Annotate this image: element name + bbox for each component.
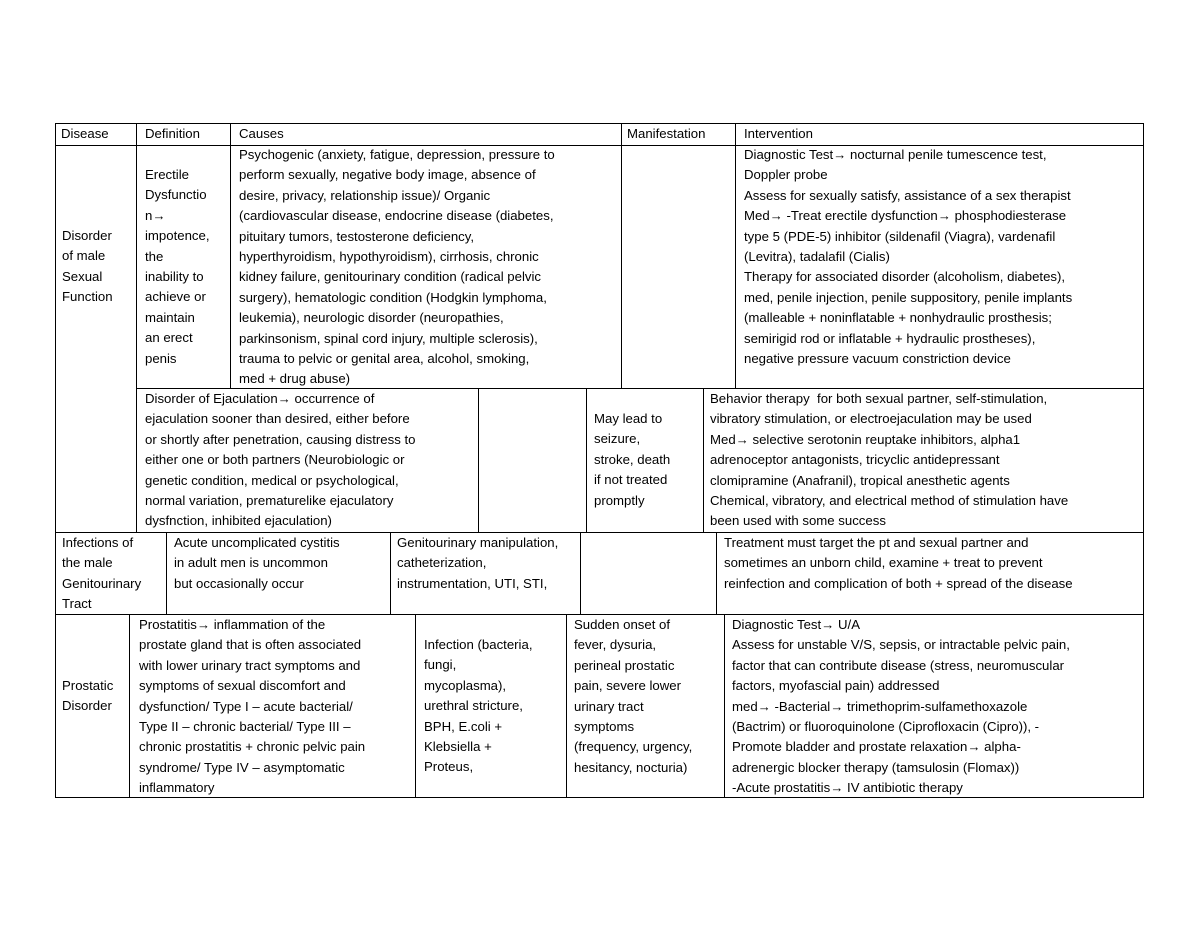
col-divider (580, 532, 581, 614)
col-divider (586, 388, 587, 532)
header-intervention: Intervention (744, 126, 813, 141)
infections-causes: Genitourinary manipulation, catheterization, instrumentation, UTI, STI, (397, 535, 559, 591)
disease-infections: Infections of the male Genitourinary Tract (62, 535, 142, 612)
ed-intervention: Diagnostic Test→ nocturnal penile tumescence test, Doppler probe Assess for sexually satisfy, assistance of a sex therapist Med→ -Treat erectile dysfunction→ phosphodiesterase type 5 (PDE-5) inhibitor (sildenafil (Viagra), vardenafil (Levitra), tadalafil (Cialis) Therapy for associated disorder (alcoholism, diabetes), med, penile injection, penile suppository, penile implants (malleable + noninflatable + nonhydraulic prosthesis; semirigid rod or inflatable + hydraulic prostheses), negative pressure vacuum constriction device (744, 147, 1073, 367)
col-divider (230, 123, 231, 388)
ejaculation-manifestation: May lead to seizure, stroke, death if not treated promptly (594, 411, 671, 508)
col-divider (166, 532, 167, 614)
infections-intervention: Treatment must target the pt and sexual partner and sometimes an unborn child, examine + treat to prevent reinfection and complication of both + spread of the disease (724, 535, 1073, 591)
col-divider (136, 123, 137, 532)
col-divider (703, 388, 704, 532)
col-divider (724, 614, 725, 798)
prostatic-causes: Infection (bacteria, fungi, mycoplasma), urethral stricture, BPH, E.coli + Klebsiella + Proteus, (424, 637, 533, 775)
col-divider (478, 388, 479, 532)
disease-prostatic: Prostatic Disorder (62, 678, 114, 714)
col-divider (390, 532, 391, 614)
col-divider (621, 123, 622, 388)
col-divider (716, 532, 717, 614)
col-divider (129, 614, 130, 798)
prostatic-manifestation: Sudden onset of fever, dysuria, perineal prostatic pain, severe lower urinary tract symptoms (frequency, urgency, hesitancy, nocturia) (574, 617, 693, 775)
ejaculation-intervention: Behavior therapy for both sexual partner, self-stimulation, vibratory stimulation, or electroejaculation may be used Med→ selective serotonin reuptake inhibitors, alpha1 adrenoceptor antagonists, tricyclic antidepressant clomipramine (Anafranil), tropical anesthetic agents Chemical, vibratory, and electrical method of stimulation have been used with some success (710, 391, 1069, 529)
header-causes: Causes (239, 126, 284, 141)
disease-sexual-function: Disorder of male Sexual Function (62, 228, 113, 305)
header-definition: Definition (145, 126, 200, 141)
ejaculation-definition: Disorder of Ejaculation→ occurrence of ejaculation sooner than desired, either before or shortly after penetration, causing distress to either one or both partners (Neurobiologic or genetic condition, medical or psychological, normal variation, prematurelike ejaculatory dysfnction, inhibited ejaculation) (145, 391, 416, 529)
col-divider (735, 123, 736, 388)
header-manifestation: Manifestation (627, 126, 706, 141)
header-disease: Disease (61, 126, 109, 141)
ed-causes: Psychogenic (anxiety, fatigue, depression, pressure to perform sexually, negative body image, absence of desire, privacy, relationship issue)/ Organic (cardiovascular disease, endocrine disease (diabetes, pituitary tumors, testosterone deficiency, hyperthyroidism, hypothyroidism), cirrhosis, chronic kidney failure, genitourinary condition (radical pelvic surgery), hematologic condition (Hodgkin lymphoma, leukemia), neurologic disorder (neuropathies, parkinsonism, spinal cord injury, multiple sclerosis), trauma to pelvic or genital area, alcohol, smoking, med + drug abuse) (239, 147, 555, 387)
col-divider (566, 614, 567, 798)
infections-definition: Acute uncomplicated cystitis in adult men is uncommon but occasionally occur (174, 535, 340, 591)
prostatic-intervention: Diagnostic Test→ U/A Assess for unstable V/S, sepsis, or intractable pelvic pain, factor that can contribute disease (stress, neuromuscular factors, myofascial pain) addressed med→ -Bacterial→ trimethoprim-sulfamethoxazole (Bactrim) or fluoroquinolone (Ciprofloxacin (Cipro)), - Promote bladder and prostate relaxation→ alpha- adrenergic blocker therapy (tamsulosin (Flomax)) -Acute prostatitis→ IV antibiotic therapy (732, 617, 1070, 796)
ed-definition: Erectile Dysfunctio n→ impotence, the inability to achieve or maintain an erect penis (145, 167, 210, 366)
col-divider (415, 614, 416, 798)
prostatic-definition: Prostatitis→ inflammation of the prostate gland that is often associated with lower urinary tract symptoms and symptoms of sexual discomfort and dysfunction/ Type I – acute bacterial/ Type II – chronic bacterial/ Type III – chronic prostatitis + chronic pelvic pain syndrome/ Type IV – asymptomatic inflammatory (139, 617, 366, 796)
